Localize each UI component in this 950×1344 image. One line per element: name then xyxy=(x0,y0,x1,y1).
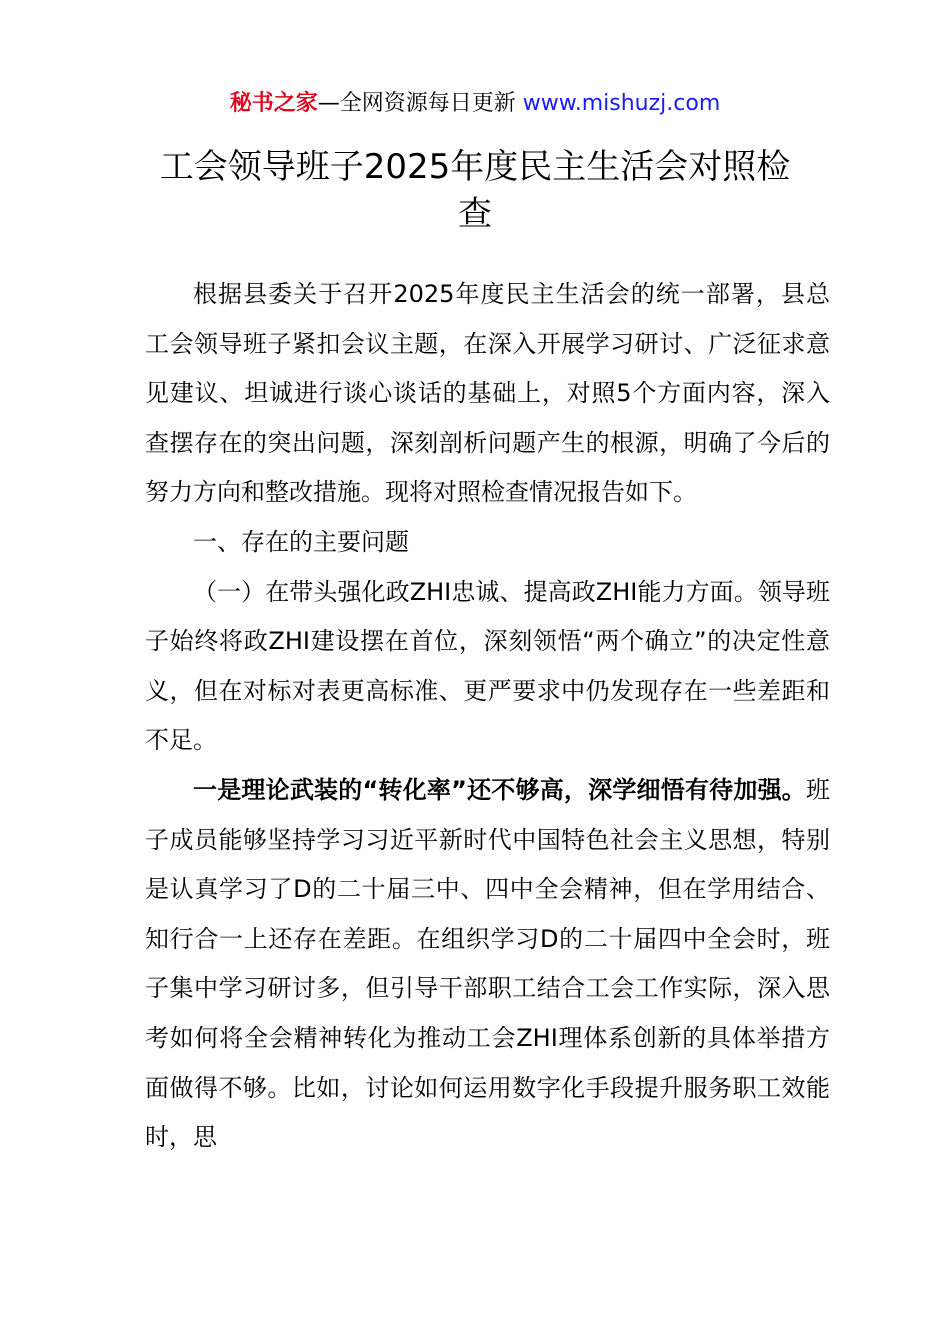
document-body xyxy=(145,270,830,1163)
site-tagline: —全网资源每日更新 xyxy=(317,91,523,116)
site-url-link[interactable]: www.mishuzj.com xyxy=(522,91,721,116)
item-body: 班子成员能够坚持学习习近平新时代中国特色社会主义思想，特别是认真学习了D的二十届三中、四中全会精神，但在学用结合、知行合一上还存在差距。在组织学习D的二十届四中全会时，班子集中学习研讨多，但引导干部职工结合工会工作实际，深入思考如何将全会精神转化为推动工会ZHI理体系创新的具体举措方面做得不够。比如，讨论如何运用数字化手段提升服务职工效能时，思 xyxy=(145,775,830,1152)
site-brand: 秘书之家 xyxy=(229,91,318,116)
subsection-paragraph: （一）在带头强化政ZHI忠诚、提高政ZHI能力方面。领导班子始终将政ZHI建设摆在首位，深刻领悟“两个确立”的决定性意义，但在对标对表更高标准、更严要求中仍发现存在一些差距和不足。 xyxy=(145,577,830,755)
section-heading: 一、存在的主要问题 xyxy=(193,527,409,556)
document-title: 工会领导班子2025年度民主生活会对照检查 xyxy=(159,147,791,234)
item-paragraph xyxy=(145,766,830,1163)
item-lead: 一是理论武装的“转化率”还不够高，深学细悟有待加强。 xyxy=(193,775,806,804)
intro-paragraph: 根据县委关于召开2025年度民主生活会的统一部署，县总工会领导班子紧扣会议主题，在深入开展学习研讨、广泛征求意见建议、坦诚进行谈心谈话的基础上，对照5个方面内容，深入查摆存在的突出问题，深刻剖析问题产生的根源，明确了今后的努力方向和整改措施。现将对照检查情况报告如下。 xyxy=(145,280,830,507)
site-header xyxy=(0,88,950,120)
